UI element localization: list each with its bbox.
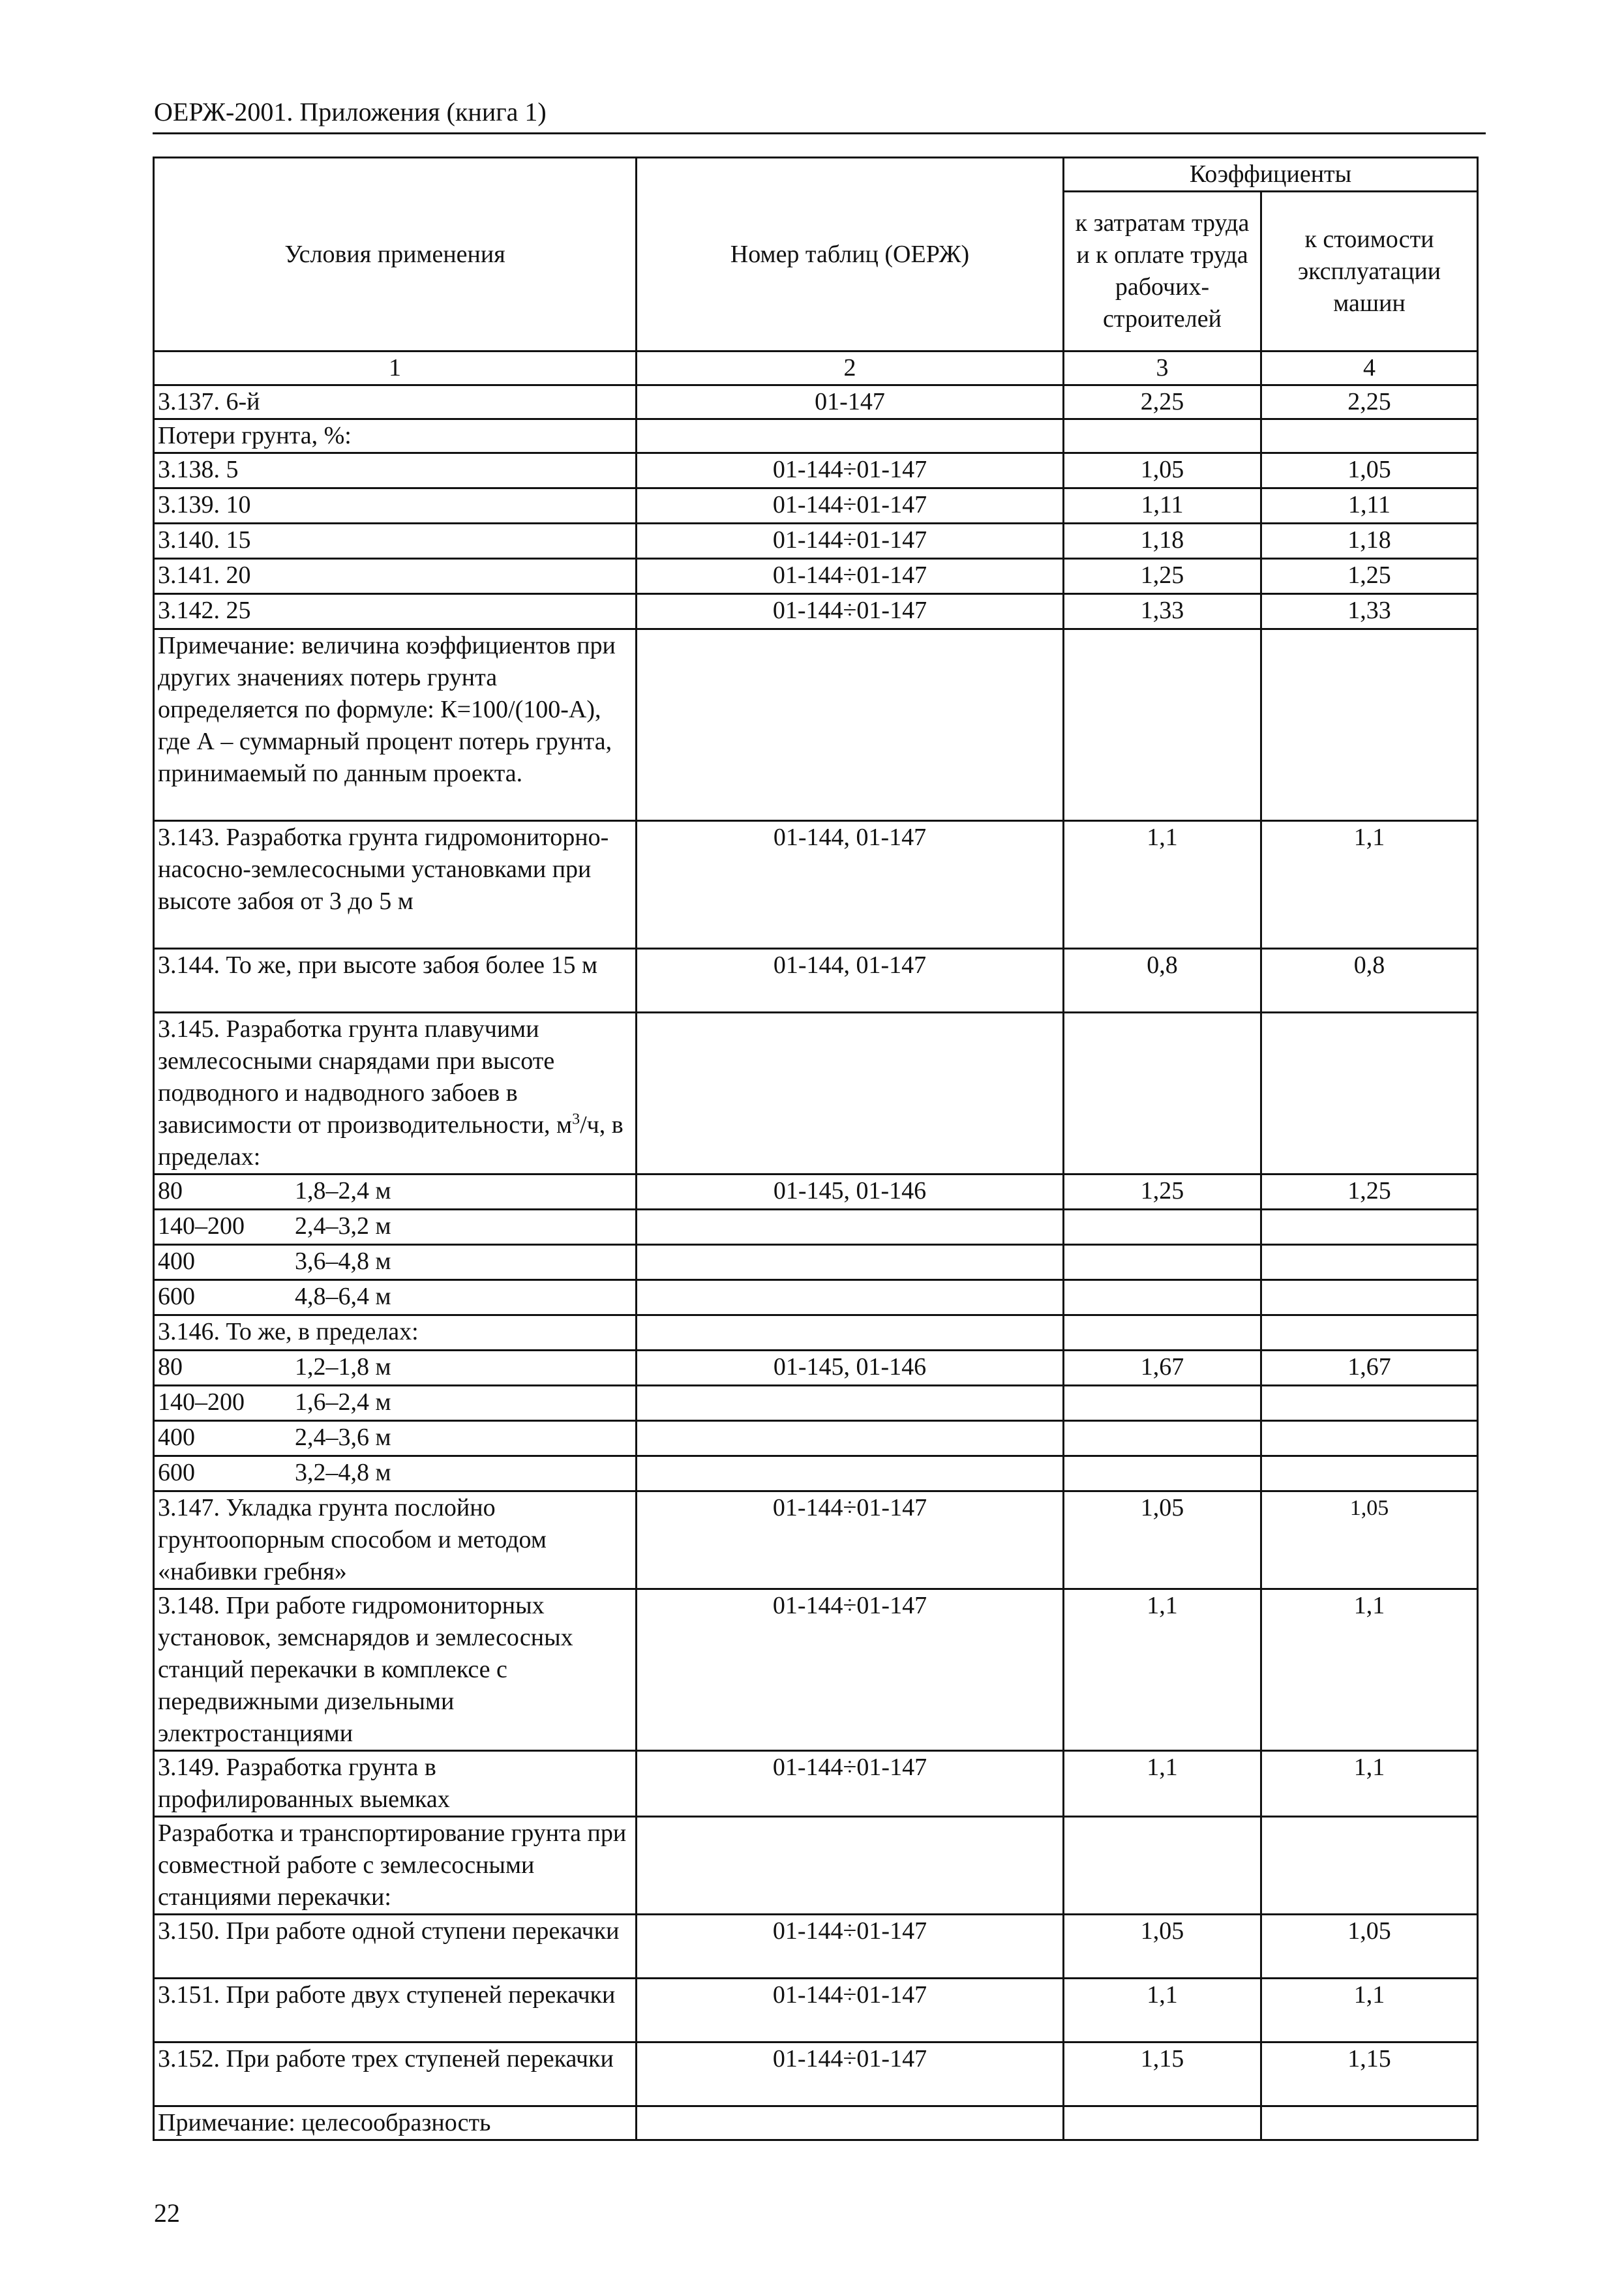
conditions-cell: 3.141. 20 (154, 559, 637, 594)
conditions-cell (154, 1245, 637, 1280)
table-number-cell: 01-144÷01-147 (637, 594, 1064, 629)
table-row (154, 594, 1478, 629)
table-number-cell: 01-144÷01-147 (637, 1979, 1064, 2042)
conditions-cell (154, 1351, 637, 1386)
conditions-cell: 3.138. 5 (154, 453, 637, 488)
conditions-cell: 3.149. Разработка грунта в профилированных выемках (154, 1751, 637, 1817)
machine-coefficient-cell (1261, 1421, 1478, 1456)
coefficients-table (153, 157, 1479, 2141)
labor-coefficient-cell: 1,67 (1064, 1351, 1261, 1386)
conditions-cell: 3.147. Укладка грунта послойно грунтоопорным способом и методом «набивки гребня» (154, 1491, 637, 1589)
table-number-cell (637, 1456, 1064, 1491)
labor-coefficient-cell: 1,15 (1064, 2042, 1261, 2106)
labor-coefficient-cell: 1,05 (1064, 1915, 1261, 1979)
face-height-value: 2,4–3,6 м (295, 1424, 391, 1451)
table-number-cell: 01-144÷01-147 (637, 524, 1064, 559)
conditions-cell: 3.142. 25 (154, 594, 637, 629)
labor-coefficient-cell: 1,25 (1064, 1174, 1261, 1210)
machine-coefficient-cell: 2,25 (1261, 385, 1478, 419)
unit-superscript: 3 (572, 1111, 580, 1128)
conditions-cell: Потери грунта, %: (154, 419, 637, 453)
face-height-value: 3,6–4,8 м (295, 1248, 391, 1275)
face-height-value: 1,8–2,4 м (295, 1177, 391, 1204)
face-height-value: 2,4–3,2 м (295, 1212, 391, 1240)
productivity-value: 600 (158, 1283, 195, 1310)
table-row (154, 821, 1478, 949)
conditions-cell: 3.144. То же, при высоте забоя более 15 м (154, 949, 637, 1013)
labor-coefficient-cell: 2,25 (1064, 385, 1261, 419)
table-number-cell (637, 1245, 1064, 1280)
table-number-cell: 01-144÷01-147 (637, 2042, 1064, 2106)
conditions-cell (154, 1210, 637, 1245)
table-row (154, 488, 1478, 524)
labor-coefficient-cell: 1,18 (1064, 524, 1261, 559)
table-number-cell: 01-144÷01-147 (637, 1915, 1064, 1979)
table-number-cell: 01-145, 01-146 (637, 1174, 1064, 1210)
column-number: 3 (1064, 352, 1261, 385)
labor-coefficient-cell: 1,05 (1064, 1491, 1261, 1589)
labor-coefficient-cell (1064, 419, 1261, 453)
note-cell: Примечание: величина коэффициентов при других значениях потерь грунта определяется по формуле: К=100/(100-А), где А – суммарный процент потерь грунта, принимаемый по данным проекта. (154, 629, 637, 821)
machine-coefficient-cell: 1,1 (1261, 1589, 1478, 1751)
table-row (154, 629, 1478, 821)
labor-coefficient-cell (1064, 629, 1261, 821)
machine-coefficient-cell: 1,11 (1261, 488, 1478, 524)
machine-coefficient-cell: 1,15 (1261, 2042, 1478, 2106)
table-row (154, 1280, 1478, 1315)
conditions-cell (154, 1456, 637, 1491)
table-row (154, 1456, 1478, 1491)
table-number-cell: 01-144, 01-147 (637, 949, 1064, 1013)
machine-coefficient-cell (1261, 1315, 1478, 1351)
table-number-cell: 01-144÷01-147 (637, 488, 1064, 524)
labor-coefficient-cell (1064, 1013, 1261, 1174)
labor-coefficient-cell: 1,1 (1064, 1751, 1261, 1817)
table-number-cell (637, 1386, 1064, 1421)
conditions-cell (154, 1386, 637, 1421)
productivity-value: 600 (158, 1459, 195, 1486)
table-row (154, 949, 1478, 1013)
table-number-cell: 01-144÷01-147 (637, 1589, 1064, 1751)
labor-coefficient-cell (1064, 1245, 1261, 1280)
table-row (154, 1421, 1478, 1456)
page-number: 22 (154, 2198, 180, 2228)
table-row (154, 1210, 1478, 1245)
running-header: ОЕРЖ-2001. Приложения (книга 1) (154, 97, 547, 127)
table-number-cell (637, 1817, 1064, 1915)
conditions-cell: 3.150. При работе одной ступени перекачки (154, 1915, 637, 1979)
labor-coefficient-cell (1064, 1456, 1261, 1491)
note-cell: Примечание: целесообразность (154, 2106, 637, 2140)
table-number-cell: 01-144, 01-147 (637, 821, 1064, 949)
conditions-cell (154, 1174, 637, 1210)
header-conditions: Условия применения (154, 158, 637, 352)
labor-coefficient-cell: 1,33 (1064, 594, 1261, 629)
labor-coefficient-cell (1064, 1817, 1261, 1915)
table-number-cell: 01-147 (637, 385, 1064, 419)
conditions-cell (154, 1013, 637, 1174)
table-number-cell: 01-144÷01-147 (637, 453, 1064, 488)
header-labor-coefficient: к затратам труда и к оплате труда рабочих-строителей (1064, 192, 1261, 352)
machine-coefficient-cell: 1,67 (1261, 1351, 1478, 1386)
table-row (154, 385, 1478, 419)
labor-coefficient-cell (1064, 1421, 1261, 1456)
table-number-cell (637, 629, 1064, 821)
labor-coefficient-cell: 1,1 (1064, 1589, 1261, 1751)
machine-coefficient-cell: 1,1 (1261, 1751, 1478, 1817)
machine-coefficient-cell (1261, 1210, 1478, 1245)
table-row (154, 1351, 1478, 1386)
table-row (154, 1915, 1478, 1979)
labor-coefficient-cell (1064, 1315, 1261, 1351)
machine-coefficient-cell: 1,1 (1261, 821, 1478, 949)
labor-coefficient-cell: 1,1 (1064, 821, 1261, 949)
labor-coefficient-cell: 0,8 (1064, 949, 1261, 1013)
machine-coefficient-cell: 1,33 (1261, 594, 1478, 629)
face-height-value: 1,6–2,4 м (295, 1388, 391, 1416)
productivity-value: 140–200 (158, 1388, 245, 1416)
table-number-cell (637, 1421, 1064, 1456)
machine-coefficient-cell: 1,05 (1261, 453, 1478, 488)
face-height-value: 1,2–1,8 м (295, 1353, 391, 1381)
machine-coefficient-cell (1261, 419, 1478, 453)
face-height-value: 3,2–4,8 м (295, 1459, 391, 1486)
conditions-cell: 3.139. 10 (154, 488, 637, 524)
table-number-cell: 01-144÷01-147 (637, 559, 1064, 594)
machine-coefficient-cell: 1,25 (1261, 559, 1478, 594)
table-row (154, 453, 1478, 488)
machine-coefficient-cell: 1,25 (1261, 1174, 1478, 1210)
machine-coefficient-cell: 1,05 (1261, 1491, 1478, 1589)
labor-coefficient-cell (1064, 1386, 1261, 1421)
table-row (154, 1245, 1478, 1280)
conditions-text: 3.145. Разработка грунта плавучими землесосными снарядами при высоте подводного и надводного забоев в зависимости от производительности, м (158, 1015, 573, 1139)
table-row (154, 1751, 1478, 1817)
machine-coefficient-cell (1261, 1245, 1478, 1280)
machine-coefficient-cell (1261, 1280, 1478, 1315)
conditions-cell: 3.146. То же, в пределах: (154, 1315, 637, 1351)
machine-coefficient-cell: 1,1 (1261, 1979, 1478, 2042)
productivity-value: 80 (158, 1353, 183, 1381)
machine-coefficient-cell (1261, 629, 1478, 821)
table-number-cell (637, 2106, 1064, 2140)
labor-coefficient-cell: 1,05 (1064, 453, 1261, 488)
table-row (154, 1174, 1478, 1210)
table-number-cell: 01-144÷01-147 (637, 1491, 1064, 1589)
conditions-cell: 3.143. Разработка грунта гидромониторно-насосно-землесосными установками при высоте забоя от 3 до 5 м (154, 821, 637, 949)
column-number: 2 (637, 352, 1064, 385)
conditions-cell: 3.140. 15 (154, 524, 637, 559)
table-row (154, 2106, 1478, 2140)
face-height-value: 4,8–6,4 м (295, 1283, 391, 1310)
labor-coefficient-cell: 1,11 (1064, 488, 1261, 524)
conditions-cell: 3.151. При работе двух ступеней перекачки (154, 1979, 637, 2042)
column-number: 4 (1261, 352, 1478, 385)
table-number-cell: 01-144÷01-147 (637, 1751, 1064, 1817)
productivity-value: 140–200 (158, 1212, 245, 1240)
conditions-cell: 3.137. 6-й (154, 385, 637, 419)
table-row (154, 1979, 1478, 2042)
header-machine-coefficient: к стоимости эксплуатации машин (1261, 192, 1478, 352)
table-row (154, 1589, 1478, 1751)
labor-coefficient-cell (1064, 2106, 1261, 2140)
header-rule (153, 132, 1486, 134)
labor-coefficient-cell (1064, 1210, 1261, 1245)
labor-coefficient-cell (1064, 1280, 1261, 1315)
table-number-cell (637, 1280, 1064, 1315)
machine-coefficient-cell (1261, 2106, 1478, 2140)
table-number-cell (637, 1315, 1064, 1351)
machine-coefficient-cell (1261, 1456, 1478, 1491)
table-row (154, 559, 1478, 594)
header-table-number: Номер таблиц (ОЕРЖ) (637, 158, 1064, 352)
conditions-cell (154, 1421, 637, 1456)
conditions-text: /ч, в пределах: (158, 1111, 624, 1171)
machine-coefficient-cell (1261, 1817, 1478, 1915)
table-number-cell (637, 1210, 1064, 1245)
productivity-value: 400 (158, 1248, 195, 1275)
conditions-cell: Разработка и транспортирование грунта при совместной работе с землесосными станциями перекачки: (154, 1817, 637, 1915)
table-number-cell (637, 1013, 1064, 1174)
productivity-value: 400 (158, 1424, 195, 1451)
machine-coefficient-cell (1261, 1386, 1478, 1421)
machine-coefficient-cell (1261, 1013, 1478, 1174)
machine-coefficient-cell: 0,8 (1261, 949, 1478, 1013)
machine-coefficient-cell: 1,18 (1261, 524, 1478, 559)
machine-coefficient-cell: 1,05 (1261, 1915, 1478, 1979)
productivity-value: 80 (158, 1177, 183, 1204)
header-coefficients: Коэффициенты (1064, 158, 1478, 192)
conditions-cell (154, 1280, 637, 1315)
labor-coefficient-cell: 1,25 (1064, 559, 1261, 594)
table-row (154, 524, 1478, 559)
conditions-cell: 3.148. При работе гидромониторных установок, земснарядов и землесосных станций перекачки в комплексе с передвижными дизельными электростанциями (154, 1589, 637, 1751)
table-row (154, 1817, 1478, 1915)
column-number-row (154, 352, 1478, 385)
table-row (154, 1386, 1478, 1421)
table-row (154, 1491, 1478, 1589)
conditions-cell: 3.152. При работе трех ступеней перекачки (154, 2042, 637, 2106)
table-row (154, 1315, 1478, 1351)
table-number-cell (637, 419, 1064, 453)
column-number: 1 (154, 352, 637, 385)
table-row (154, 419, 1478, 453)
table-row (154, 2042, 1478, 2106)
labor-coefficient-cell: 1,1 (1064, 1979, 1261, 2042)
table-row (154, 1013, 1478, 1174)
table-number-cell: 01-145, 01-146 (637, 1351, 1064, 1386)
